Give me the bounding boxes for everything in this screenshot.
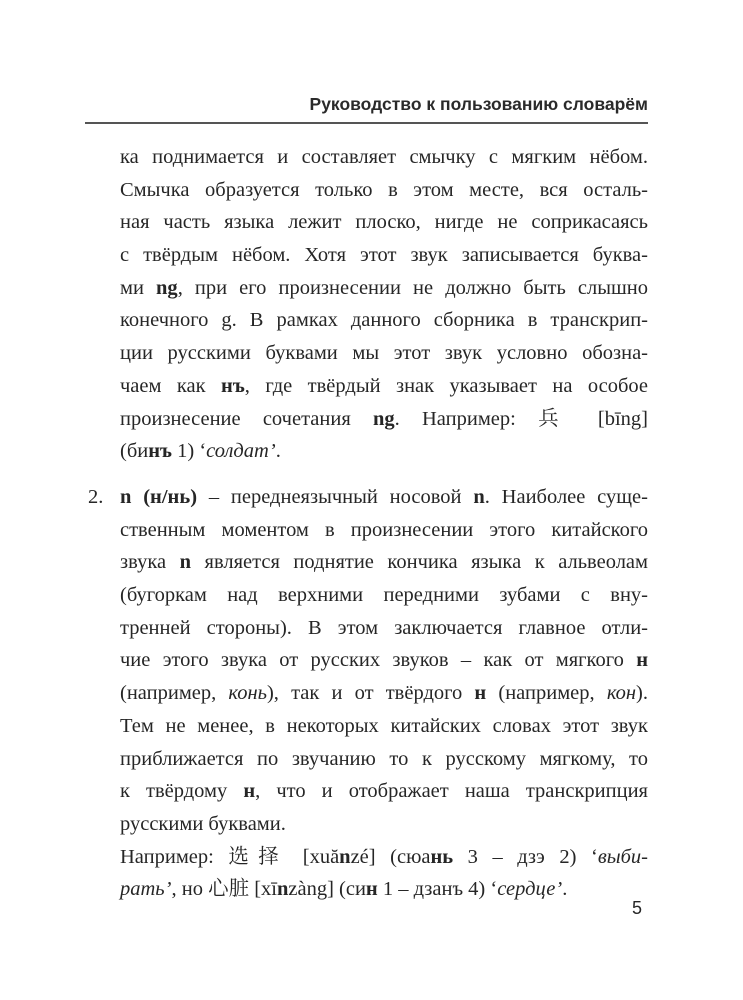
bold-text: ng (156, 276, 178, 299)
text-segment: . Например: 兵 [bīng] (394, 407, 648, 430)
text-line (120, 272, 648, 305)
text-line (120, 710, 648, 743)
bold-text: н (365, 878, 378, 901)
text-segment: является поднятие кончика языка к альвеолам (191, 551, 648, 574)
text-segment: zé] (сюа (350, 845, 431, 868)
bold-text: n (179, 551, 192, 574)
italic-text: солдат’ (206, 440, 276, 463)
bold-text: n (н/нь) (120, 486, 198, 508)
text-line (120, 808, 648, 841)
text-segment: . (275, 440, 281, 463)
text-segment: , при его произнесении не должно быть слышно (177, 276, 648, 299)
text-segment: 3 – дзэ 2) ‘ (453, 845, 598, 868)
text-line (120, 481, 648, 514)
text-segment: . Наиболее суще- (484, 486, 648, 508)
header-rule (85, 122, 648, 124)
text-segment: приближается по звучанию то к русскому мягкому, то (120, 747, 648, 770)
text-segment: (би (120, 440, 149, 463)
text-line (120, 579, 648, 612)
text-segment: ственным моментом в произнесении этого китайского (120, 518, 648, 541)
text-segment: ная часть языка лежит плоско, нигде не соприкасаясь (120, 211, 648, 234)
text-line (120, 743, 648, 776)
text-segment: (например, (486, 682, 607, 705)
italic-text: выби- (597, 845, 648, 868)
bold-text: н (636, 649, 648, 672)
text-segment: ции русскими буквами мы этот звук условно обозна- (120, 342, 648, 365)
text-segment: ). (636, 682, 648, 705)
text-segment: ), так и от твёрдого (266, 682, 475, 705)
text-segment: конечного g. В рамках данного сборника в транскрип- (120, 309, 648, 332)
text-line (120, 514, 648, 547)
page-number: 5 (632, 898, 643, 918)
text-segment: , но 心脏 [xī (171, 878, 277, 901)
text-line (120, 775, 648, 808)
text-segment: (бугоркам над верхними передними зубами с вну- (120, 584, 648, 607)
bold-text: n (339, 845, 351, 868)
bold-text: нъ (221, 374, 245, 397)
text-line (120, 304, 648, 337)
text-segment: чие этого звука от русских звуков – как от мягкого (120, 649, 637, 672)
text-line (120, 677, 648, 710)
bold-text: n (276, 878, 289, 901)
text-segment: чаем как (120, 374, 222, 397)
paragraph-2 (120, 481, 648, 906)
text-line (120, 403, 648, 436)
text-line (120, 546, 648, 579)
text-line (120, 174, 648, 207)
text-segment: , где твёрдый знак указывает на особое (244, 374, 648, 397)
text-line (120, 239, 648, 272)
text-segment: к твёрдому (120, 780, 244, 803)
text-line (120, 873, 648, 906)
bold-text: н (243, 780, 256, 803)
text-line (120, 612, 648, 645)
text-line (120, 370, 648, 403)
text-line (120, 141, 648, 174)
list-number: 2. (88, 486, 104, 508)
text-segment: звука (120, 551, 180, 574)
text-segment: ми (120, 276, 157, 299)
bold-text: н (474, 682, 487, 705)
text-segment: . (562, 878, 568, 901)
bold-text: ng (372, 407, 395, 430)
italic-text: рать’ (120, 878, 172, 901)
text-segment: (например, (120, 682, 229, 705)
running-header: Руководство к пользованию словарём (309, 94, 648, 114)
text-segment: , что и отображает наша транскрипция (255, 780, 648, 803)
text-line (120, 841, 648, 874)
text-segment: 1) ‘ (172, 440, 207, 463)
text-segment: Смычка образуется только в этом месте, вся осталь- (120, 178, 648, 201)
text-segment: русскими буквами. (120, 812, 286, 835)
text-line (120, 435, 648, 468)
bold-text: нъ (148, 440, 172, 463)
text-segment: Тем не менее, в некоторых китайских словах этот звук (120, 714, 648, 737)
text-segment: Например: 选择 [xuă (120, 845, 340, 868)
italic-text: кон (606, 682, 637, 705)
text-segment: 1 – дзанъ 4) ‘ (377, 878, 498, 901)
text-segment: тренней стороны). В этом заключается главное отли- (120, 616, 648, 639)
text-segment: ка поднимается и составляет смычку с мягким нёбом. (120, 146, 648, 168)
italic-text: конь (228, 682, 267, 705)
italic-text: сердце’ (497, 878, 563, 901)
paragraph-1 (120, 141, 648, 468)
text-segment: произнесение сочетания (120, 407, 373, 430)
text-line (120, 644, 648, 677)
text-line (120, 206, 648, 239)
text-segment: с твёрдым нёбом. Хотя этот звук записывается буква- (120, 244, 648, 267)
text-segment: – переднеязычный носовой (197, 486, 474, 508)
bold-text: нь (430, 845, 454, 868)
text-line (120, 337, 648, 370)
text-segment: zàng] (си (288, 878, 366, 901)
bold-text: n (473, 486, 485, 508)
